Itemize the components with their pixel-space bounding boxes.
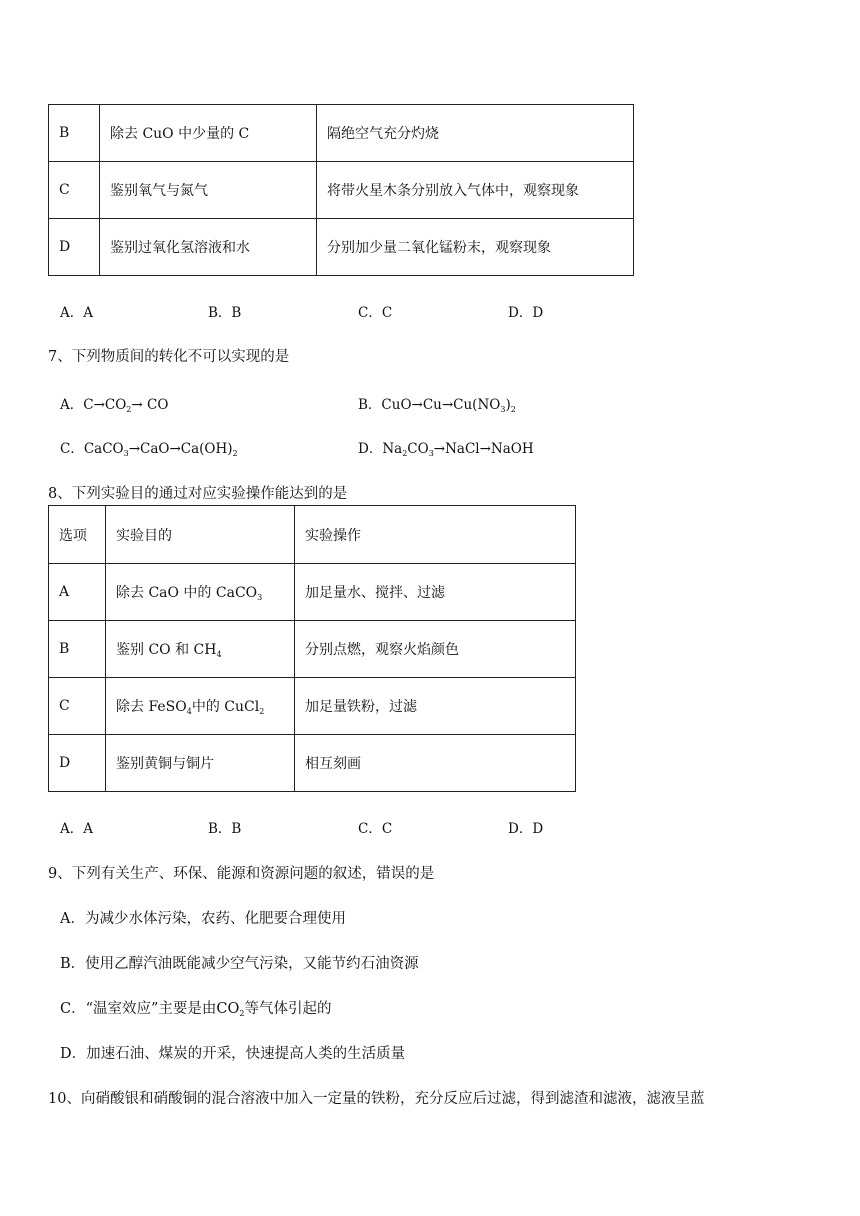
q6-operation-cell: 将带火星木条分别放入气体中，观察现象 [317,162,634,219]
q8-purpose-sub: 4 [186,707,192,716]
q8-purpose-text: 除去 FeSO [116,699,187,715]
q7-option-b [358,393,516,413]
q8-purpose-cell [106,621,295,678]
q6-purpose-cell: 鉴别氧气与氮气 [100,162,317,219]
q7-b-text: CuO→Cu→Cu(NO [381,397,501,413]
q8-purpose-text: 中的 CuCl [191,699,260,715]
q6-operation-cell: 隔绝空气充分灼烧 [317,105,634,162]
q10-stem: 10、向硝酸银和硝酸铜的混合溶液中加入一定量的铁粉，充分反应后过滤，得到滤渣和滤液，滤液呈蓝 [48,1091,705,1107]
q7-option-c [60,437,238,457]
q7-c-text: →CaO→Ca(OH) [128,441,233,457]
q6-option-b: B．B [208,305,242,321]
q8-option-cell: D [49,735,106,792]
q6-option-cell: B [49,105,100,162]
q9-option-d: D．加速石油、煤炭的开采，快速提高人类的生活质量 [60,1046,406,1062]
q8-header-operation: 实验操作 [295,506,576,564]
q7-option-d [358,437,534,457]
q7-option-a [60,393,168,413]
q7-a-text: C→CO [83,397,127,413]
q8-purpose-sub: 4 [216,650,222,659]
q9-option-a: A．为减少水体污染，农药、化肥要合理使用 [60,911,346,927]
q8-option-c: C．C [358,821,393,837]
q7-a-text: → CO [131,397,169,413]
q8-purpose-text: 鉴别 CO 和 CH [116,642,217,658]
q7-c-label: C． [60,441,84,457]
q7-b-label: B． [358,397,382,413]
q7-b-text: ) [505,397,511,413]
q7-d-text: CO [407,441,429,457]
q7-c-sub: 2 [232,449,238,458]
q8-purpose-sub: 2 [259,707,265,716]
q9-option-c [60,997,332,1018]
q7-d-text: Na [382,441,403,457]
q8-purpose-cell [106,678,295,735]
q8-option-cell: A [49,564,106,621]
q8-operation-cell: 加足量铁粉，过滤 [295,678,576,735]
q7-a-label: A． [60,397,84,413]
q9-stem: 9、下列有关生产、环保、能源和资源问题的叙述，错误的是 [48,866,435,882]
q9-option-b: B．使用乙醇汽油既能减少空气污染，又能节约石油资源 [60,956,419,972]
q8-header-purpose: 实验目的 [106,506,295,564]
q7-d-sub: 3 [428,449,434,458]
q6-option-cell: C [49,162,100,219]
q8-option-cell: B [49,621,106,678]
q8-purpose-cell: 鉴别黄铜与铜片 [106,735,295,792]
q8-stem: 8、下列实验目的通过对应实验操作能达到的是 [48,486,348,502]
q7-stem: 7、下列物质间的转化不可以实现的是 [48,349,290,365]
q8-purpose-sub: 3 [257,593,263,602]
q7-c-text: CaCO [83,441,124,457]
q8-purpose-cell [106,564,295,621]
q8-purpose-text: 除去 CaO 中的 CaCO [116,585,258,601]
q7-d-sub: 2 [402,449,408,458]
q8-option-cell: C [49,678,106,735]
q7-a-sub: 2 [126,405,132,414]
q6-purpose-cell: 鉴别过氧化氢溶液和水 [100,219,317,276]
q9-c-sub: 2 [239,1009,245,1018]
q8-operation-cell: 分别点燃，观察火焰颜色 [295,621,576,678]
q7-b-sub: 2 [510,405,516,414]
q7-d-label: D． [358,441,383,457]
q8-option-b: B．B [208,821,242,837]
q6-option-d: D．D [508,305,544,321]
q7-d-text: →NaCl→NaOH [433,441,534,457]
q9-c-text: C．“温室效应”主要是由CO [60,1001,240,1017]
q8-table [48,505,576,792]
q7-c-sub: 3 [123,449,129,458]
q6-operation-cell: 分别加少量二氧化锰粉末，观察现象 [317,219,634,276]
q6-option-cell: D [49,219,100,276]
q8-header-option: 选项 [49,506,106,564]
q8-option-d: D．D [508,821,544,837]
q6-purpose-cell: 除去 CuO 中少量的 C [100,105,317,162]
q6-table [48,104,634,276]
q8-option-a: A．A [60,821,93,837]
q6-option-a: A．A [60,305,93,321]
q6-option-c: C．C [358,305,393,321]
q8-operation-cell: 相互刻画 [295,735,576,792]
q8-operation-cell: 加足量水、搅拌、过滤 [295,564,576,621]
q9-c-text: 等气体引起的 [244,1001,332,1017]
q7-b-sub: 3 [500,405,506,414]
